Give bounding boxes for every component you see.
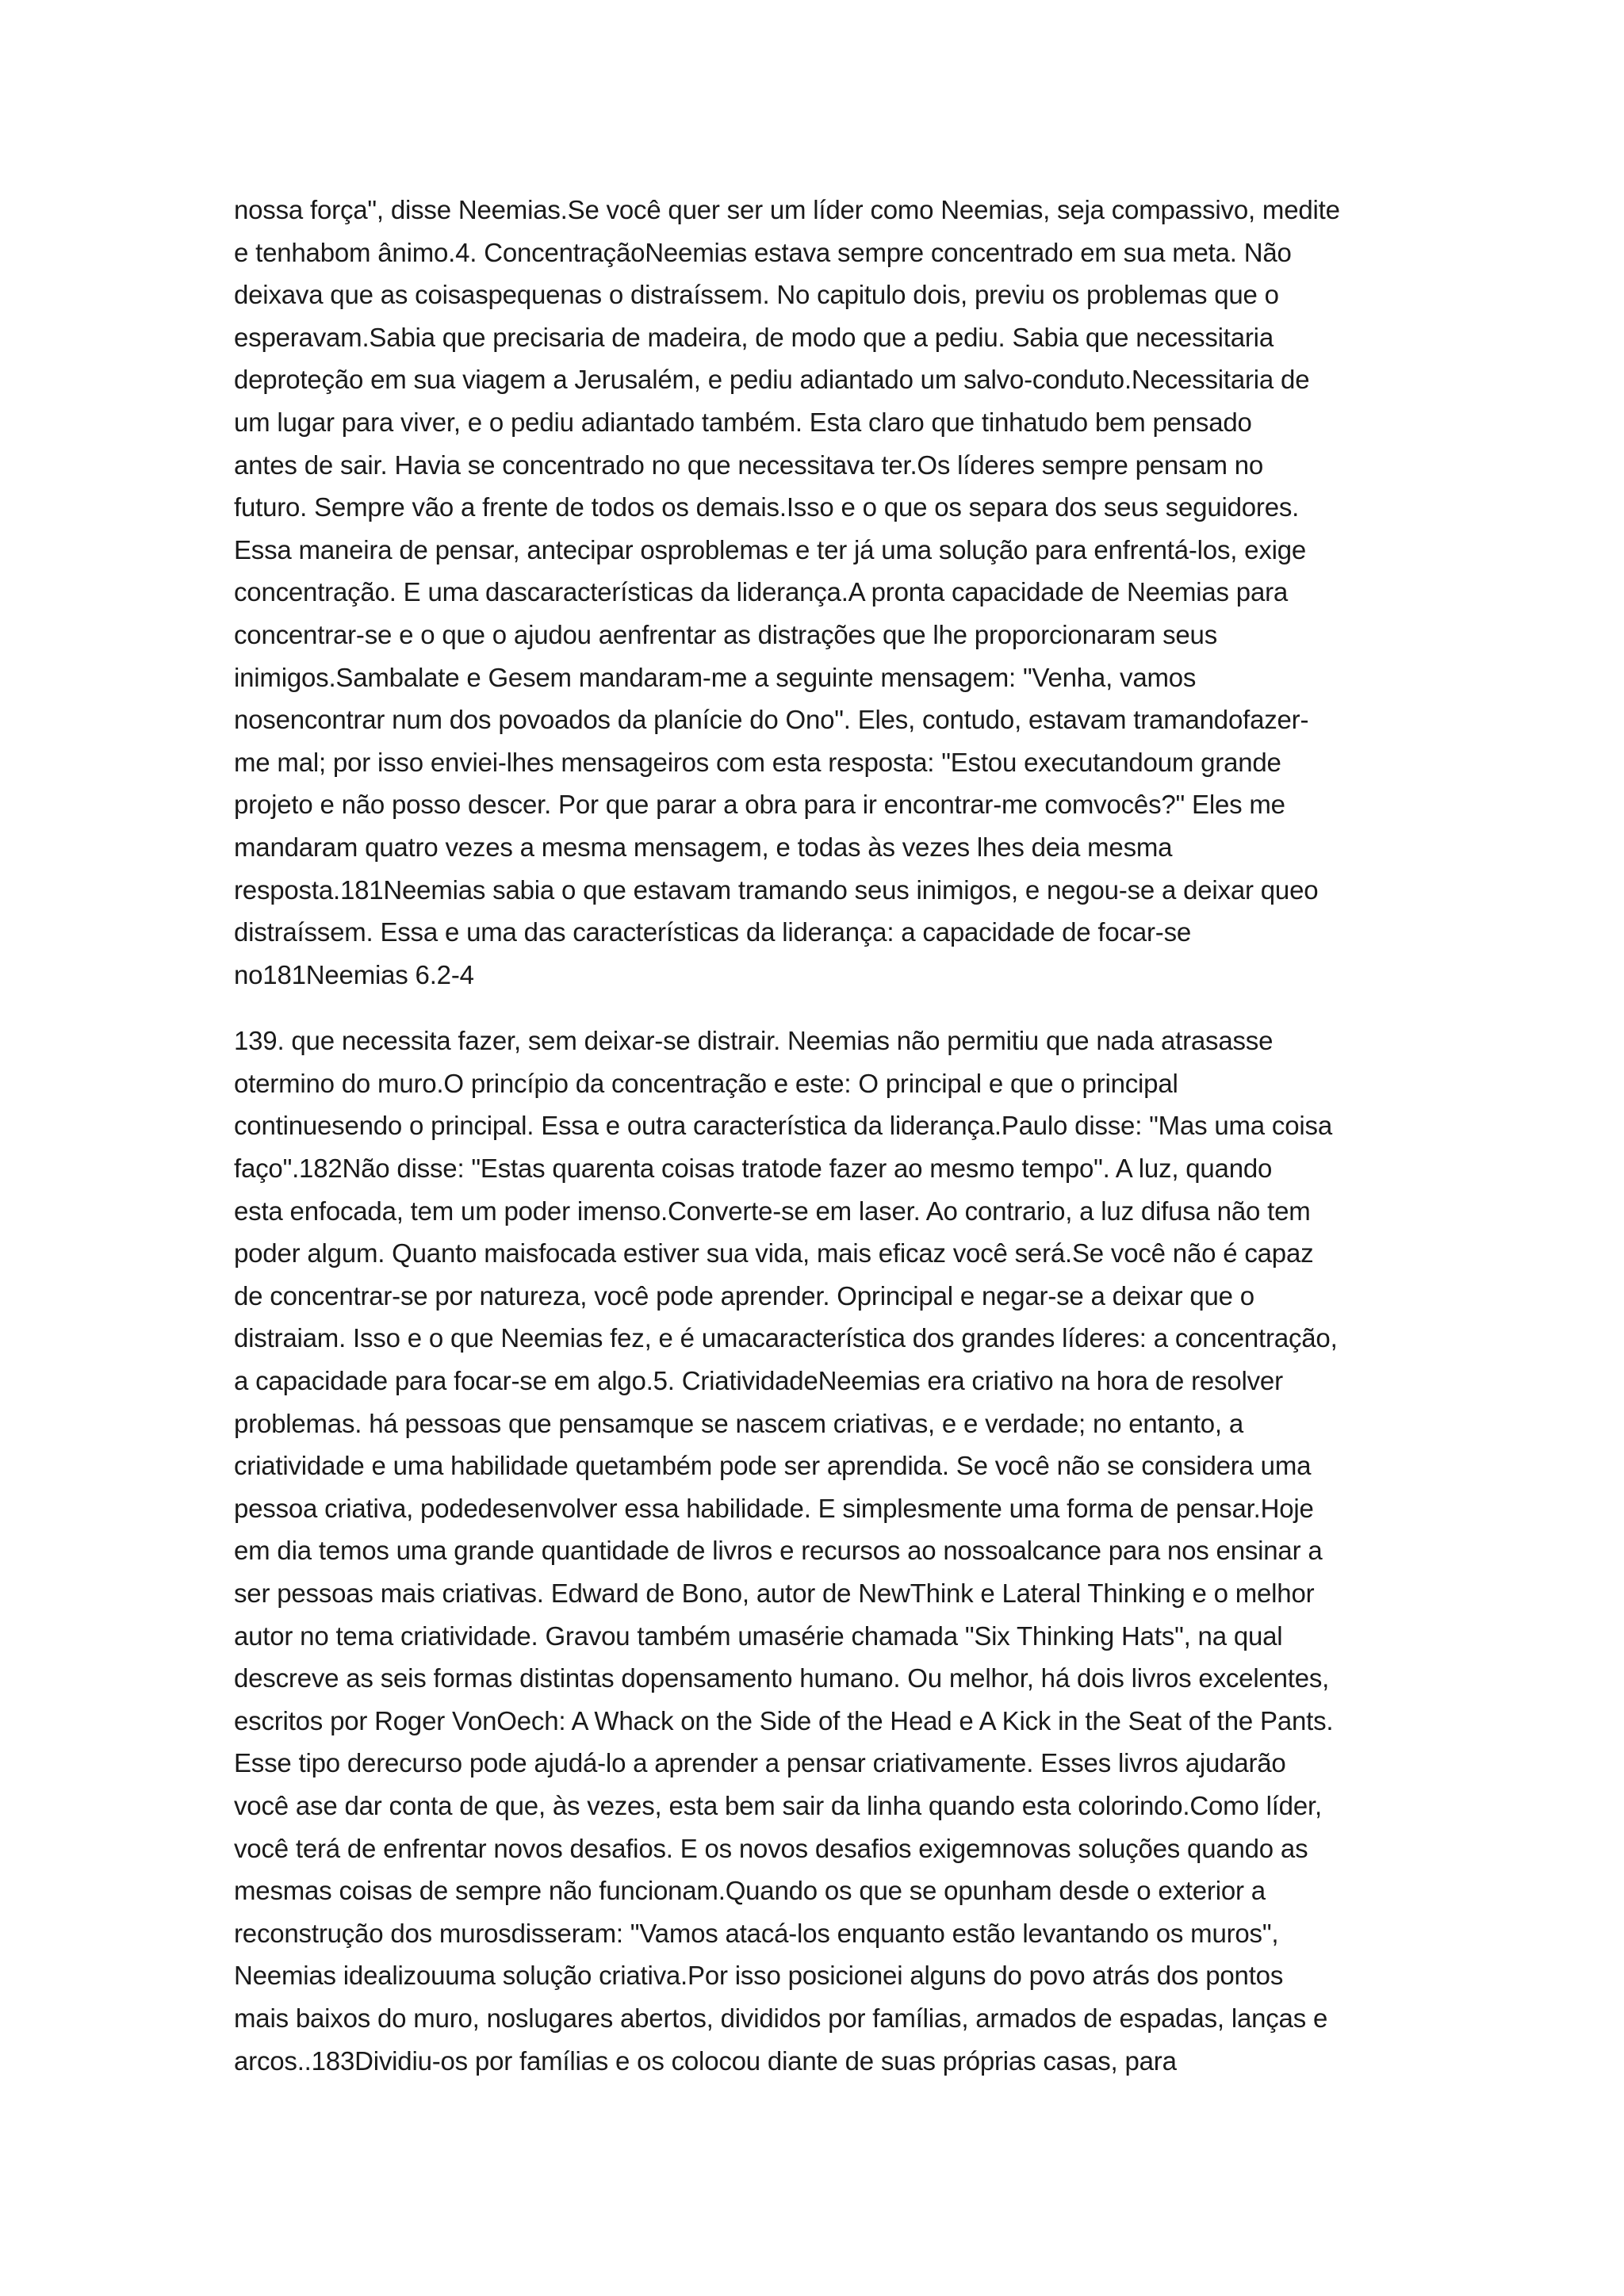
text-line: otermino do muro.O princípio da concentração e este: O principal e que o principal (234, 1068, 1178, 1098)
text-line: no181Neemias 6.2-4 (234, 959, 474, 989)
text-line: Esse tipo derecurso pode ajudá-lo a aprender a pensar criativamente. Esses livros ajudarão (234, 1748, 1286, 1778)
text-line: me mal; por isso enviei-lhes mensageiros com esta resposta: "Estou executandoum grande (234, 747, 1281, 777)
text-line: 139. que necessita fazer, sem deixar-se distrair. Neemias não permitiu que nada atrasasse (234, 1026, 1274, 1056)
text-line: antes de sair. Havia se concentrado no que necessitava ter.Os líderes sempre pensam no (234, 450, 1264, 480)
text-line: um lugar para viver, e o pediu adiantado também. Esta claro que tinhatudo bem pensado (234, 407, 1252, 437)
text-line: deixava que as coisaspequenas o distraíssem. No capitulo dois, previu os problemas que o (234, 280, 1279, 310)
text-line: criatividade e uma habilidade quetambém pode ser aprendida. Se você não se considera uma (234, 1451, 1312, 1481)
text-line: inimigos.Sambalate e Gesem mandaram-me a seguinte mensagem: "Venha, vamos (234, 662, 1197, 692)
text-line: deproteção em sua viagem a Jerusalém, e pediu adiantado um salvo-conduto.Necessitaria de (234, 365, 1310, 395)
text-line: descreve as seis formas distintas dopensamento humano. Ou melhor, há dois livros excelentes, (234, 1663, 1330, 1693)
text-line: arcos..183Dividiu-os por famílias e os colocou diante de suas próprias casas, para (234, 2045, 1177, 2076)
text-line: distraiam. Isso e o que Neemias fez, e é umacaracterística dos grandes líderes: a concentração, (234, 1323, 1338, 1353)
text-line: você terá de enfrentar novos desafios. E os novos desafios exigemnovas soluções quando as (234, 1833, 1308, 1863)
text-line: futuro. Sempre vão a frente de todos os demais.Isso e o que os separa dos seus seguidores. (234, 492, 1300, 522)
text-line: você ase dar conta de que, às vezes, esta bem sair da linha quando esta colorindo.Como líder, (234, 1790, 1322, 1820)
text-line: faço".182Não disse: "Estas quarenta coisas tratode fazer ao mesmo tempo". A luz, quando (234, 1154, 1273, 1184)
text-line: concentrar-se e o que o ajudou aenfrentar as distrações que lhe proporcionaram seus (234, 619, 1217, 649)
body-paragraph (234, 189, 1400, 996)
text-line: mais baixos do muro, noslugares abertos, divididos por famílias, armados de espadas, lanças e (234, 2003, 1328, 2033)
text-line: e tenhabom ânimo.4. ConcentraçãoNeemias estava sempre concentrado em sua meta. Não (234, 237, 1292, 267)
document-page (234, 189, 1400, 2082)
text-line: distraíssem. Essa e uma das características da liderança: a capacidade de focar-se (234, 917, 1192, 947)
text-line: pessoa criativa, podedesenvolver essa habilidade. E simplesmente uma forma de pensar.Hoje (234, 1493, 1314, 1523)
text-line: Neemias idealizouuma solução criativa.Por isso posicionei alguns do povo atrás dos pontos (234, 1961, 1284, 1991)
text-line: Essa maneira de pensar, antecipar osproblemas e ter já uma solução para enfrentá-los, exige (234, 534, 1307, 564)
text-line: concentração. E uma dascaracterísticas da liderança.A pronta capacidade de Neemias para (234, 577, 1289, 607)
text-line: resposta.181Neemias sabia o que estavam tramando seus inimigos, e negou-se a deixar queo (234, 874, 1319, 905)
text-line: mesmas coisas de sempre não funcionam.Quando os que se opunham desde o exterior a (234, 1876, 1266, 1906)
text-line: esperavam.Sabia que precisaria de madeira, de modo que a pediu. Sabia que necessitaria (234, 322, 1274, 352)
text-line: continuesendo o principal. Essa e outra característica da liderança.Paulo disse: "Mas uma coisa (234, 1111, 1332, 1141)
text-line: mandaram quatro vezes a mesma mensagem, e todas às vezes lhes deia mesma (234, 832, 1173, 862)
body-paragraph (234, 1020, 1400, 2082)
text-line: nossa força", disse Neemias.Se você quer ser um líder como Neemias, seja compassivo, medite (234, 195, 1340, 224)
text-line: autor no tema criatividade. Gravou também umasérie chamada "Six Thinking Hats", na qual (234, 1621, 1283, 1651)
text-line: em dia temos uma grande quantidade de livros e recursos ao nossoalcance para nos ensinar a (234, 1536, 1323, 1566)
text-line: a capacidade para focar-se em algo.5. CriatividadeNeemias era criativo na hora de resolver (234, 1366, 1283, 1396)
text-line: de concentrar-se por natureza, você pode aprender. Oprincipal e negar-se a deixar que o (234, 1280, 1254, 1311)
text-line: nosencontrar num dos povoados da planície do Ono". Eles, contudo, estavam tramandofazer- (234, 705, 1309, 735)
text-line: reconstrução dos murosdisseram: "Vamos atacá-los enquanto estão levantando os muros", (234, 1918, 1279, 1948)
text-line: projeto e não posso descer. Por que parar a obra para ir encontrar-me comvocês?" Eles me (234, 790, 1285, 820)
text-line: esta enfocada, tem um poder imenso.Converte-se em laser. Ao contrario, a luz difusa não tem (234, 1196, 1311, 1226)
text-line: ser pessoas mais criativas. Edward de Bono, autor de NewThink e Lateral Thinking e o melhor (234, 1578, 1315, 1608)
text-line: escritos por Roger VonOech: A Whack on the Side of the Head e A Kick in the Seat of the Pants. (234, 1705, 1334, 1735)
text-line: poder algum. Quanto maisfocada estiver sua vida, mais eficaz você será.Se você não é capaz (234, 1238, 1314, 1269)
text-line: problemas. há pessoas que pensamque se nascem criativas, e e verdade; no entanto, a (234, 1408, 1244, 1438)
